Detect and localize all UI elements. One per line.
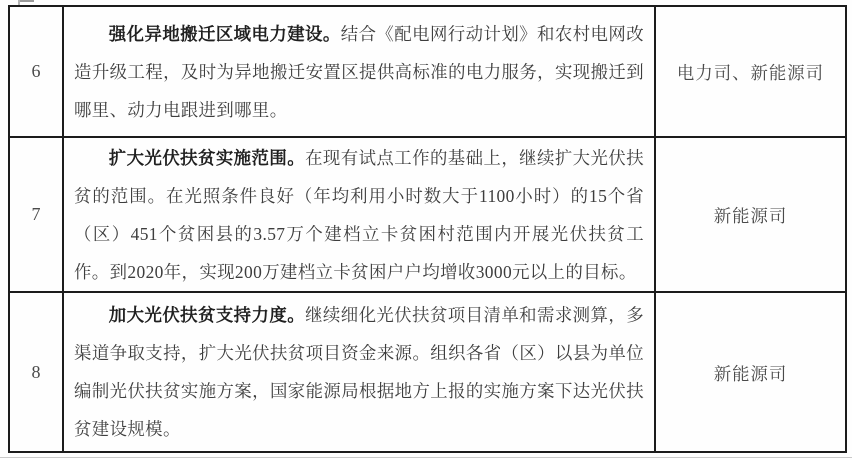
action-plan-table [8,5,847,453]
scan-artifact-bottom-line [0,457,852,458]
row-number-cell: 6 [10,7,64,138]
task-description: 继续细化光伏扶贫项目清单和需求测算，多渠道争取支持，扩大光伏扶贫项目资金来源。组织各省（区）以县为单位编制光伏扶贫实施方案，国家能源局根据地方上报的实施方案下达光伏扶贫建设规模。 [74,305,644,439]
task-title: 扩大光伏扶贫实施范围。 [108,147,306,168]
scan-artifact-top [18,0,34,2]
responsible-department-cell: 新能源司 [656,138,845,293]
task-content-cell [64,7,656,138]
task-description: 在现有试点工作的基础上，继续扩大光伏扶贫的范围。在光照条件良好（年均利用小时数大于1100小时）的15个省（区）451个贫困县的3.57万个建档立卡贫困村范围内开展光伏扶贫工作。到2020年，实现200万建档立卡贫困户户均增收3000元以上的目标。 [74,147,644,282]
task-content-cell [64,138,656,293]
row-number-cell: 8 [10,293,64,451]
row-number-cell: 7 [10,138,64,293]
responsible-department-cell: 电力司、新能源司 [656,7,845,138]
task-paragraph [74,139,644,291]
task-title: 加大光伏扶贫支持力度。 [108,305,306,325]
task-title: 强化异地搬迁区域电力建设。 [108,23,341,44]
task-paragraph [74,296,644,448]
task-paragraph [74,15,644,129]
task-content-cell [64,293,656,451]
task-description: 结合《配电网行动计划》和农村电网改造升级工程，及时为异地搬迁安置区提供高标准的电力服务，实现搬迁到哪里、动力电跟进到哪里。 [74,23,645,120]
responsible-department-cell: 新能源司 [713,363,788,384]
